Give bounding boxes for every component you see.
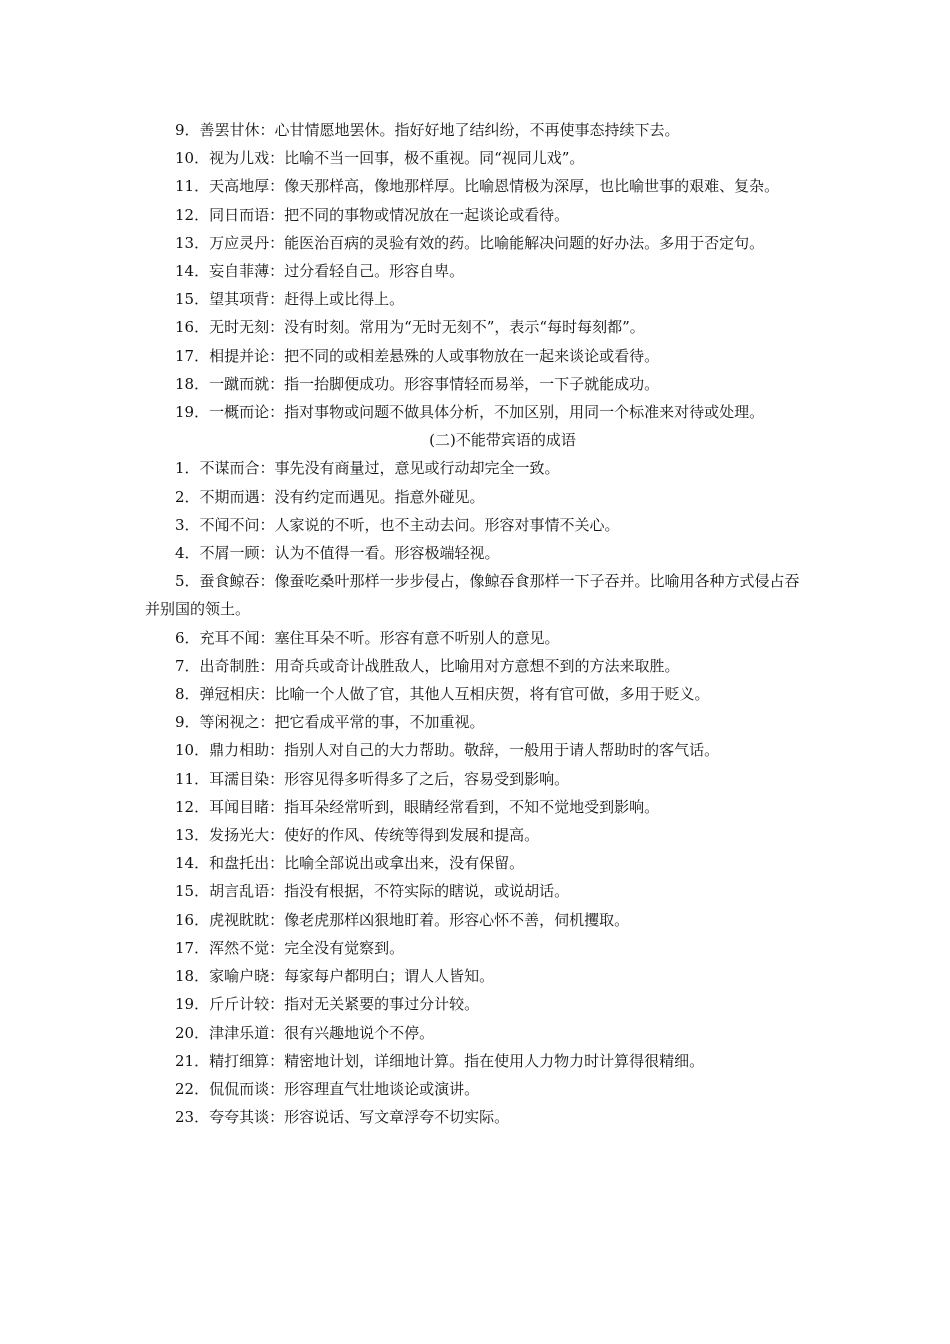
idiom-entry: 23．夸夸其谈：形容说话、写文章浮夸不切实际。	[175, 1108, 510, 1127]
idiom-entry: 13．发扬光大：使好的作风、传统等得到发展和提高。	[175, 826, 540, 845]
idiom-entry: 18．一蹴而就：指一抬脚便成功。形容事情轻而易举，一下子就能成功。	[175, 374, 660, 393]
idiom-entry: 16．无时无刻：没有时刻。常用为“无时无刻不”，表示“每时每刻都”。	[175, 318, 645, 337]
idiom-entry: 13．万应灵丹：能医治百病的灵验有效的药。比喻能解决问题的好办法。多用于否定句。	[175, 233, 765, 252]
idiom-entry: 9．等闲视之：把它看成平常的事，不加重视。	[175, 713, 485, 732]
idiom-entry: 15．望其项背：赶得上或比得上。	[175, 290, 405, 309]
idiom-entry: 16．虎视眈眈：像老虎那样凶狠地盯着。形容心怀不善，伺机攫取。	[175, 910, 630, 929]
idiom-entry: 9．善罢甘休：心甘情愿地罢休。指好好地了结纠纷，不再使事态持续下去。	[175, 121, 680, 139]
idiom-entry: 1．不谋而合：事先没有商量过，意见或行动却完全一致。	[175, 459, 560, 478]
section-heading: (二)不能带宾语的成语	[429, 431, 576, 450]
idiom-entry: 14．和盘托出：比喻全部说出或拿出来，没有保留。	[175, 854, 525, 873]
idiom-entry: 18．家喻户晓：每家每户都明白；谓人人皆知。	[175, 967, 495, 986]
idiom-entry: 4．不屑一顾：认为不值得一看。形容极端轻视。	[175, 544, 500, 563]
idiom-entry: 10．视为儿戏：比喻不当一回事，极不重视。同“视同儿戏”。	[175, 149, 585, 168]
idiom-entry: 11．天高地厚：像天那样高，像地那样厚。比喻恩情极为深厚，也比喻世事的艰难、复杂。	[175, 177, 780, 196]
idiom-entry: 8．弹冠相庆：比喻一个人做了官，其他人互相庆贺，将有官可做，多用于贬义。	[175, 685, 710, 704]
idiom-entry: 10．鼎力相助：指别人对自己的大力帮助。敬辞，一般用于请人帮助时的客气话。	[175, 741, 720, 760]
idiom-entry: 12．耳闻目睹：指耳朵经常听到，眼睛经常看到，不知不觉地受到影响。	[175, 797, 660, 816]
idiom-entry: 3．不闻不问：人家说的不听，也不主动去问。形容对事情不关心。	[175, 515, 620, 534]
idiom-entry: 20．津津乐道：很有兴趣地说个不停。	[175, 1023, 435, 1042]
idiom-entry: 17．浑然不觉：完全没有觉察到。	[175, 938, 405, 957]
idiom-entry: 17．相提并论：把不同的或相差悬殊的人或事物放在一起来谈论或看待。	[175, 346, 660, 365]
document-page	[145, 116, 810, 1131]
idiom-entry: 11．耳濡目染：形容见得多听得多了之后，容易受到影响。	[175, 769, 570, 788]
idiom-entry: 19．斤斤计较：指对无关紧要的事过分计较。	[175, 995, 480, 1014]
idiom-entry: 6．充耳不闻：塞住耳朵不听。形容有意不听别人的意见。	[175, 628, 560, 647]
idiom-entry: 7．出奇制胜：用奇兵或奇计战胜敌人，比喻用对方意想不到的方法来取胜。	[175, 656, 680, 675]
idiom-entry: 15．胡言乱语：指没有根据，不符实际的瞎说，或说胡话。	[175, 882, 570, 901]
idiom-entry: 5．蚕食鲸吞：像蚕吃桑叶那样一步步侵占，像鲸吞食那样一下子吞并。比喻用各种方式侵占吞并别国的领土。	[145, 572, 800, 619]
idiom-entry: 12．同日而语：把不同的事物或情况放在一起谈论或看待。	[175, 205, 570, 224]
idiom-entry: 22．侃侃而谈：形容理直气壮地谈论或演讲。	[175, 1079, 480, 1098]
idiom-entry: 2．不期而遇：没有约定而遇见。指意外碰见。	[175, 487, 485, 506]
idiom-entry: 21．精打细算：精密地计划，详细地计算。指在使用人力物力时计算得很精细。	[175, 1051, 705, 1070]
idiom-entry: 14．妄自菲薄：过分看轻自己。形容自卑。	[175, 262, 465, 281]
idiom-entry: 19．一概而论：指对事物或问题不做具体分析，不加区别，用同一个标准来对待或处理。	[175, 403, 765, 422]
